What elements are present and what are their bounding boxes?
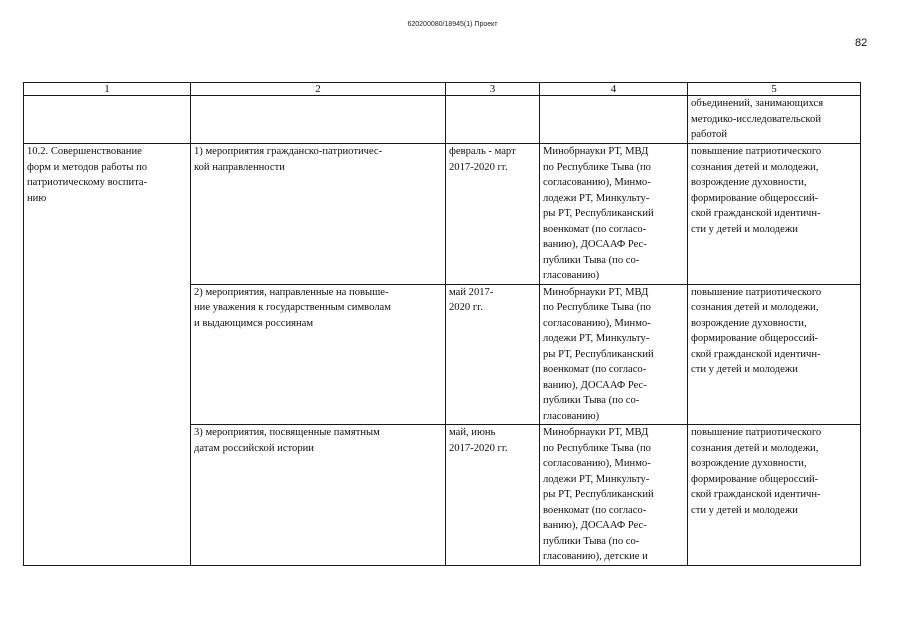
page-number: 82	[855, 37, 868, 49]
carry-over-cell-2	[191, 96, 446, 144]
term-cell: май, июнь 2017-2020 гг.	[446, 425, 540, 566]
table-row	[24, 144, 861, 285]
carry-over-cell-4	[540, 96, 688, 144]
header-row	[24, 83, 861, 96]
carry-over-result: объединений, занимающихся методико-исследовательской работой	[688, 96, 861, 144]
executors-cell: Минобрнауки РТ, МВД по Республике Тыва (по согласованию), Минмо- лодежи РТ, Минкульту- ры РТ, Республиканский военкомат (по согласо- ванию), ДОСААФ Рес- публики Тыва (по со- гласованию)	[540, 284, 688, 425]
header-col-1: 1	[24, 83, 191, 96]
activity-cell: 2) мероприятия, направленные на повыше- ние уважения к государственным символам и выдающимся россиянам	[191, 284, 446, 425]
carry-over-row	[24, 96, 861, 144]
result-cell: повышение патриотического сознания детей и молодежи, возрождение духовности, формирование общероссий- ской гражданской идентичн- сти у детей и молодежи	[688, 144, 861, 285]
result-cell: повышение патриотического сознания детей и молодежи, возрождение духовности, формирование общероссий- ской гражданской идентичн- сти у детей и молодежи	[688, 284, 861, 425]
executors-cell: Минобрнауки РТ, МВД по Республике Тыва (по согласованию), Минмо- лодежи РТ, Минкульту- ры РТ, Республиканский военкомат (по согласо- ванию), ДОСААФ Рес- публики Тыва (по со- гласованию)	[540, 144, 688, 285]
measures-table	[23, 82, 861, 566]
activity-cell: 1) мероприятия гражданско-патриотичес- кой направленности	[191, 144, 446, 285]
term-cell: февраль - март 2017-2020 гг.	[446, 144, 540, 285]
executors-cell: Минобрнауки РТ, МВД по Республике Тыва (по согласованию), Минмо- лодежи РТ, Минкульту- ры РТ, Республиканский военкомат (по согласо- ванию), ДОСААФ Рес- публики Тыва (по со- гласованию), детские и	[540, 425, 688, 566]
carry-over-cell-3	[446, 96, 540, 144]
header-col-5: 5	[688, 83, 861, 96]
carry-over-cell-1	[24, 96, 191, 144]
header-col-2: 2	[191, 83, 446, 96]
header-col-4: 4	[540, 83, 688, 96]
section-title: 10.2. Совершенствование форм и методов работы по патриотическому воспита- нию	[24, 144, 191, 566]
document-id: 620200080/18945(1) Проект	[407, 21, 498, 28]
activity-cell: 3) мероприятия, посвященные памятным датам российской истории	[191, 425, 446, 566]
term-cell: май 2017- 2020 гг.	[446, 284, 540, 425]
result-cell: повышение патриотического сознания детей и молодежи, возрождение духовности, формирование общероссий- ской гражданской идентичн- сти у детей и молодежи	[688, 425, 861, 566]
header-col-3: 3	[446, 83, 540, 96]
